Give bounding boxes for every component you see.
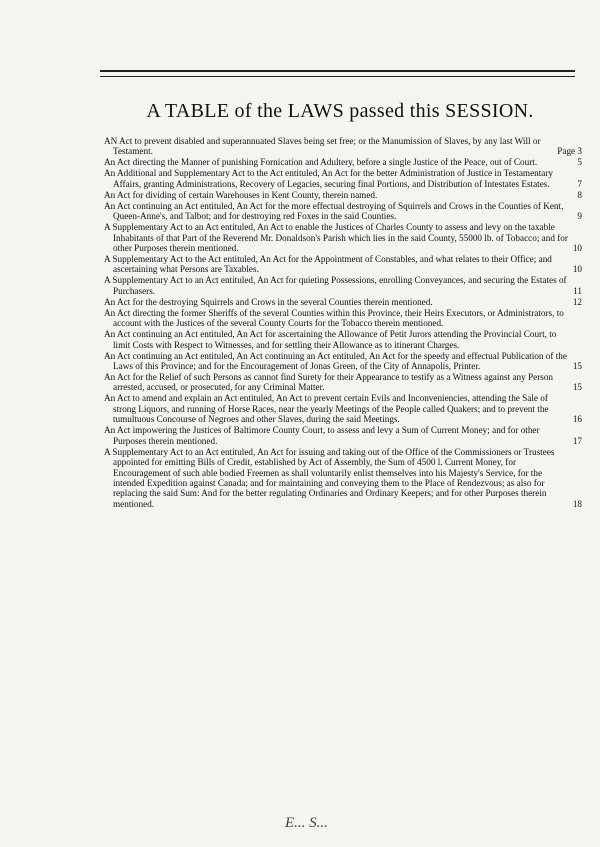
law-entry-text: AN Act to prevent disabled and superannuated Slaves being set free; or the Manumission of Slaves, by any last Will or Testament.	[104, 136, 541, 157]
law-entry-page: 8	[577, 189, 582, 200]
law-entry	[104, 190, 582, 200]
law-entry-text: A Supplementary Act to an Act entituled, An Act for quieting Possessions, enrolling Conveyances, and securing the Estates of Purchasers.	[104, 275, 567, 296]
law-entry	[104, 329, 582, 350]
law-entry-page: 15	[572, 382, 582, 393]
law-entry	[104, 136, 582, 157]
law-entry-text: An Act directing the former Sheriffs of the several Counties within this Province, their Heirs Executors, or Administrators, to account with the Justices of the several County Courts for the Tobacco therein mentioned.	[104, 307, 564, 329]
law-entry-page: 15	[572, 361, 582, 372]
law-entry-text: An Act for the Relief of such Persons as cannot find Surety for their Appearance to testify as a Witness against any Person arrested, accused, or prosecuted, for any Criminal Matter.	[104, 372, 554, 393]
law-entry	[104, 351, 582, 372]
law-entry-text: An Act for dividing of certain Warehouses in Kent County, therein named.	[104, 189, 378, 200]
law-entry-page: 16	[572, 414, 582, 425]
law-entry	[104, 168, 582, 189]
law-entry-page: 7	[577, 178, 582, 189]
law-entry	[104, 308, 582, 329]
law-entry-text: An Act continuing an Act entituled, An Act for the more effectual destroying of Squirrels and Crows in the Counties of Kent, Queen-Anne's, and Talbot; and for destroying red Foxes in the said Counties.	[104, 200, 564, 222]
law-entry-text: A Supplementary Act to an Act entituled, An Act to enable the Justices of Charles County to assess and levy on the taxable Inhabitants of that Part of the Reverend Mr. Donaldson's Parish which lies in the said County, 55000 lb. of Tobacco; and for other Purposes therein mentioned.	[104, 222, 568, 254]
law-entry-page: 17	[572, 435, 582, 446]
law-entry-text: An Act continuing an Act entituled, An Act for ascertaining the Allowance of Petit Jurors attending the Provincial Court, to limit Costs with Respect to Witnesses, and for settling their Allowance as to itinerant Charges.	[104, 329, 557, 350]
law-entry	[104, 425, 582, 446]
law-entry-text: A Supplementary Act to an Act entituled, An Act for issuing and taking out of the Office of the Commissioners or Trustees appointed for emitting Bills of Credit, established by Act of Assembly, the Sum of 4500 l. Current Money, for Encouragement of such able bodied Freemen as shall voluntarily enlist themselves into his Majesty's Service, for the intended Expedition against Canada; and for maintaining and conveying them to the Place of Rendezvous; as also for replacing the said Sum: And for the better regulating Ordinaries and Ordinary Keepers; and for other Purposes therein mentioned.	[104, 446, 555, 509]
law-entry-page: 10	[572, 264, 582, 275]
law-entry-text: An Act for the destroying Squirrels and Crows in the several Counties therein mentioned.	[104, 296, 433, 307]
law-entry	[104, 201, 582, 222]
top-rule	[100, 70, 575, 72]
law-entry	[104, 297, 582, 307]
law-entry	[104, 275, 582, 296]
law-entry	[104, 157, 582, 167]
law-entry-page: 12	[572, 296, 582, 307]
law-entry-page: 10	[572, 243, 582, 254]
law-entry-page: 18	[572, 498, 582, 509]
law-entry	[104, 222, 582, 253]
table-of-laws	[104, 136, 582, 510]
law-entry-page: 5	[577, 157, 582, 168]
law-entry-text: An Additional and Supplementary Act to the Act entituled, An Act for the better Administration of Justice in Testamentary Affairs, granting Administrations, Recovery of Legacies, securing final Portions, and Distribution of Intestates Estates.	[104, 168, 554, 189]
law-entry-page: 9	[577, 211, 582, 222]
top-rule-thin	[100, 76, 575, 77]
law-entry-page: Page 3	[557, 146, 582, 157]
law-entry-text: A Supplementary Act to the Act entituled, An Act for the Appointment of Constables, and what relates to their Office; and ascertaining what Persons are Taxables.	[104, 254, 552, 275]
law-entry	[104, 447, 582, 509]
law-entry-text: An Act impowering the Justices of Baltimore County Court, to assess and levy a Sum of Current Money; and for other Purposes therein mentioned.	[104, 425, 540, 446]
law-entry	[104, 393, 582, 424]
law-entry-text: An Act to amend and explain an Act entituled, An Act to prevent certain Evils and Inconveniencies, attending the Sale of strong Liquors, and running of Horse Races, near the yearly Meetings of the People called Quakers; and to prevent the tumultuous Concourse of Negroes and other Slaves, during the said Meetings.	[104, 393, 549, 425]
law-entry-text: An Act directing the Manner of punishing Fornication and Adultery, before a single Justice of the Peace, out of Court.	[104, 157, 538, 168]
law-entry-text: An Act continuing an Act entituled, An Act continuing an Act entituled, An Act for the speedy and effectual Publication of the Laws of this Province; and for the Encouragement of Jonas Green, of the City of Annapolis, Printer.	[104, 350, 567, 372]
page-title: A TABLE of the LAWS passed this SESSION.	[146, 100, 534, 122]
law-entry	[104, 372, 582, 393]
handwritten-signature: E... S...	[285, 815, 328, 831]
law-entry-page: 11	[573, 285, 582, 296]
law-entry	[104, 254, 582, 275]
